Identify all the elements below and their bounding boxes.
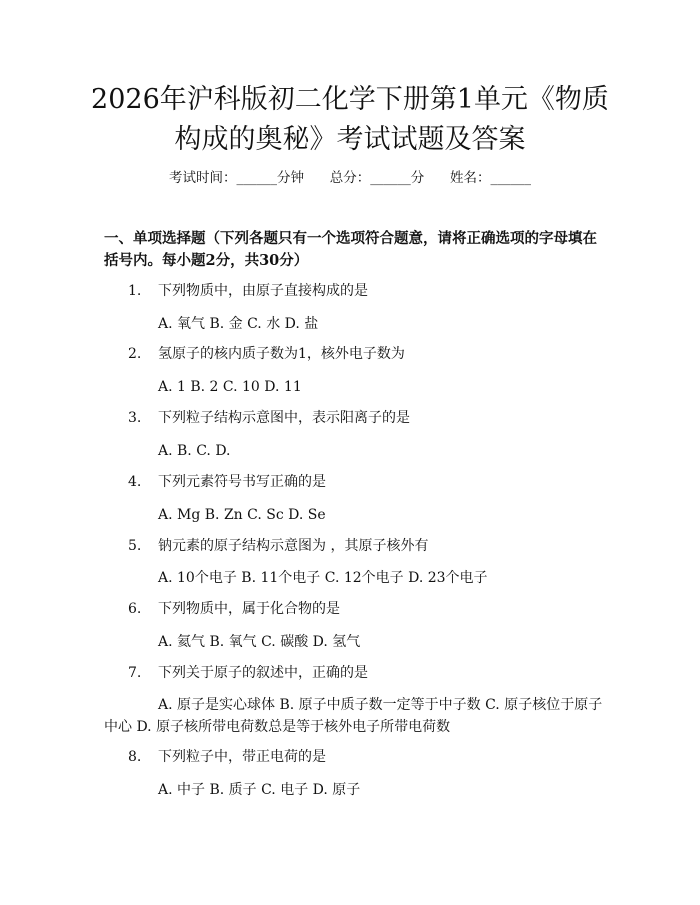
name-label: 姓名： [450, 170, 491, 186]
question-text: 下列粒子结构示意图中，表示阳离子的是 [158, 410, 410, 426]
question-number: 7. [128, 665, 142, 681]
question-text: 钠元素的原子结构示意图为 ，其原子核外有 [158, 538, 429, 554]
time-blank: ______ [236, 170, 277, 186]
question-8-options: A. 中子 B. 质子 C. 电子 D. 原子 [158, 782, 361, 798]
question-3-options: A. B. C. D. [158, 443, 231, 459]
question-text: 氢原子的核内质子数为1，核外电子数为 [158, 346, 405, 362]
question-7-options: A. 原子是实心球体 B. 原子中质子数一定等于中子数 C. 原子核位于原子中心 D. 原子核所带电荷数总是等于核外电子所带电荷数 [104, 697, 603, 735]
question-text: 下列物质中，由原子直接构成的是 [158, 283, 368, 299]
score-blank: ______ [370, 170, 411, 186]
question-6-options: A. 氦气 B. 氧气 C. 碳酸 D. 氢气 [158, 634, 361, 650]
question-1-options: A. 氧气 B. 金 C. 水 D. 盐 [158, 316, 319, 332]
question-text: 下列物质中，属于化合物的是 [158, 601, 340, 617]
name-blank: ______ [490, 170, 531, 186]
score-unit: 分 [410, 170, 425, 186]
time-unit: 分钟 [277, 170, 304, 186]
time-label: 考试时间： [169, 170, 237, 186]
question-text: 下列元素符号书写正确的是 [158, 474, 326, 490]
score-label: 总分： [329, 170, 371, 186]
question-number: 5. [128, 538, 142, 554]
section-heading-single-choice: 一、单项选择题（下列各题只有一个选项符合题意，请将正确选项的字母填在括号内。每小题2分，共30分） [104, 230, 597, 269]
question-number: 2. [128, 346, 142, 362]
question-number: 8. [128, 749, 142, 765]
document-title [60, 80, 640, 160]
exam-info-line [0, 168, 700, 188]
title-line-1: 2026年沪科版初二化学下册第1单元《物质 [91, 84, 609, 115]
question-text: 下列粒子中，带正电荷的是 [158, 749, 326, 765]
question-number: 6. [128, 601, 142, 617]
question-number: 4. [128, 474, 142, 490]
question-text: 下列关于原子的叙述中，正确的是 [158, 665, 368, 681]
question-2-options: A. 1 B. 2 C. 10 D. 11 [158, 379, 302, 395]
title-line-2: 构成的奥秘》考试试题及答案 [174, 124, 526, 155]
question-number: 1. [128, 283, 142, 299]
question-4-options: A. Mg B. Zn C. Sc D. Se [158, 507, 326, 523]
question-5-options: A. 10个电子 B. 11个电子 C. 12个电子 D. 23个电子 [158, 570, 488, 586]
question-number: 3. [128, 410, 142, 426]
